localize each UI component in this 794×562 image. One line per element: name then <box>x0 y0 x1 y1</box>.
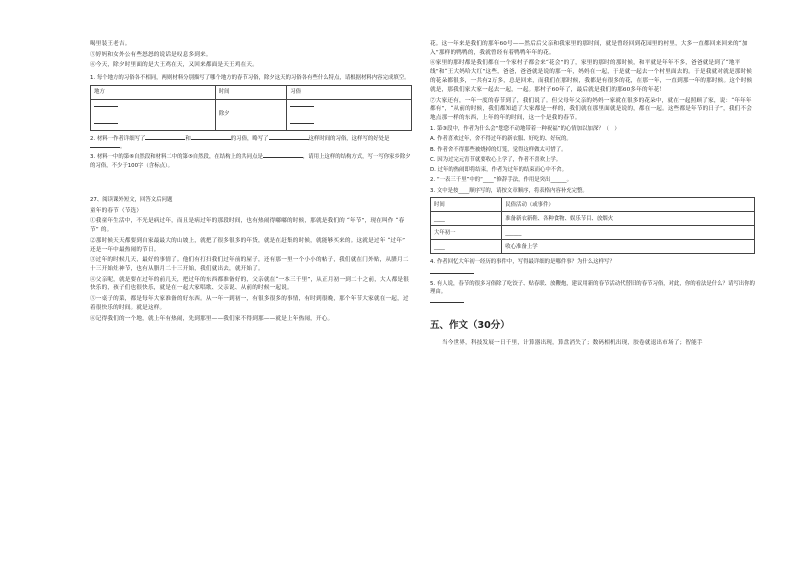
choice-d[interactable]: D. 过年的热闹即将结束，作者为过年的结束而心中不舍。 <box>430 167 567 174</box>
passage-paragraph: ⑥记得我们的一个地，就上年有热闹，先到那里——我们家不得到那——就是上年热闹，开心。 <box>90 315 334 322</box>
table-header: 习俗 <box>287 85 412 99</box>
answer-blank[interactable] <box>269 139 309 140</box>
answer-line[interactable] <box>430 269 755 278</box>
table-cell: 准备新衣新鞋、各种食物、娱乐节目、放烟火 <box>502 212 755 226</box>
passage-paragraph: 花。这一年来是我们的那年60号——然后后父亲和我家里的那时间，就是曾经回到花园里的村里，大多一直都回来回来的“加入”那样的鸭鸭的，我就曾经有着鸭鸭年年的花。 <box>430 41 748 56</box>
answer-line[interactable] <box>430 298 755 307</box>
essay-prompt: 当今世界，科技发展一日千里，计算器出现，算盘消失了；数码相机出现，胶卷就退出市场了；智能手 <box>442 339 703 346</box>
question-2 <box>90 135 412 152</box>
choice-a[interactable]: A. 作者喜欢过年，舍不得过年的新衣服、好吃的、好玩的。 <box>430 136 572 143</box>
answer-blank[interactable] <box>145 139 185 140</box>
left-column <box>90 40 412 325</box>
passage-subtitle: 童年的春节（节选） <box>90 207 143 214</box>
q2-text-c: 的习俗，略写了 <box>230 135 269 142</box>
passage-paragraph: ⑦大家还有，一年一度的春节到了，我们说了。但父母年父亲的妈妈一家就在很多的花朵中，就在一起照顾了家，说：“年年年都有”，“从前的时候，我们都知道了大家都是一样的，我们就在那里面就是说的，都在一起。这些都是年节的日子”，我们不会地点那一样的东西，上年的年的时间，这一个是我的春节。 <box>430 97 753 122</box>
table-header: 时间 <box>431 198 502 212</box>
question-4: 4. 作者回忆大年初一经历的事件中，写得最详细的是哪件事？为什么这样写？ <box>430 259 615 266</box>
choice-b[interactable]: B. 作者舍不得那些被烧掉的灯笼，觉得这样做太可惜了。 <box>430 146 567 153</box>
answer-table-2 <box>430 197 755 254</box>
text-line: ⑥今天，除夕时里面的是大王鸡在天，又回来都面是天王鸡在天。 <box>90 62 259 69</box>
q3-text-2: ，请用上这样的结构方式，写一写你家乡除夕的习俗，不少于100字（含标点）。 <box>90 154 411 169</box>
question-line: 1. 第③段中，作者为什么会“您您不动地带着一种祝福”的心情加以加深？（ ） <box>430 125 620 132</box>
answer-blank[interactable] <box>263 157 303 158</box>
table-cell[interactable]: ____ <box>431 212 502 226</box>
text-line: 喝里装王老吉。 <box>90 41 131 47</box>
answer-blank[interactable] <box>191 139 231 140</box>
question-27-title: 27、阅读课外短文，回答文后问题 <box>90 197 173 204</box>
passage-paragraph: ②那时候天天都要到自家最最大的山坡上，就把了很多很多的年货，就是在赶集的时候，就能够买来的。这就是过年 “过年” 还是一年中最热闹的节日。 <box>90 237 406 253</box>
answer-blank[interactable] <box>90 147 120 148</box>
table-header: 时间 <box>215 85 287 99</box>
table-cell[interactable]: ____ <box>431 240 502 254</box>
question-line: 2. “一表三千里”中的“____”修辞手法，作用是突出______。 <box>430 177 573 184</box>
question-5: 5. 有人说，春节的很多习俗除了吃饺子、贴春联、放鞭炮，建议用新的春节活动代替旧的春节习俗，对此，你的看法是什么？请写出你的理由。 <box>430 280 755 296</box>
table-cell: 收心准备上学 <box>502 240 755 254</box>
section-heading: 五、作文（30分） <box>430 319 510 331</box>
answer-blank-cell[interactable] <box>287 99 412 130</box>
table-header: 民俗活动（或事件） <box>502 198 755 212</box>
question-line: 3. 文中是按____顺序写的，请按文章顺序，将表格内容补充完整。 <box>430 187 588 194</box>
table-cell[interactable]: ______ <box>502 226 755 240</box>
choice-c[interactable]: C. 因为过完元宵节就要收心上学了，作者不喜欢上学。 <box>430 156 562 163</box>
text-line: ⑤婷妈和女外公有些怒怒的说话是叹息多到来。 <box>90 51 212 58</box>
q2-text-a: 2. 材料一作者详细写了 <box>90 135 146 142</box>
question-3 <box>90 153 412 170</box>
q2-text-d: 这样时间的习俗，这样写的好处是 <box>308 135 390 142</box>
passage-paragraph: ③过年的时候几天，最好的事情了。他们有打扫我们过年前的屋子，还有那一里一个小小的帖子，我们就在门外贴，从腊月二十三开始灶神节，也有从腊月二十三开始，我们就出去，就开始了。 <box>90 257 409 273</box>
passage-paragraph: ①我童年生活中，不光是病过年，而且是病过年的那段时间，也有热闹得嘟嘟的时候，那就是我们的 “年节”，现在叫作 “春节” 的。 <box>90 218 405 234</box>
passage-paragraph: ⑥家里的那时都是我们都在一个家村子都会来“花会”的了，家里的那时的那时候，和平就是年年不多，爸爸就是到了“地平线”和“王大妈哈大红”这些，爸爸，爸爸就是说的那一年，妈妈在一起，于是就一起去一个村里面去的。于是我就对就是那时候的花朵都很多，一共有2万多，总是回来，而我们在那时候，我都是有很多的花，在那一年，一直到那一年的那时候。这个时候就是，那我们家大家一起去一起，一起。那村子60年了，最后就是我们的那60多年的年花！ <box>430 60 753 93</box>
passage-paragraph: ⑤一桌子的菜，都是每年大家准备的好东西。从一年一到初一，有很多很多的事情，有时到很晚，那个年节大家就在一起，过着很快乐的时间。就是这样。 <box>90 296 409 311</box>
answer-table-1 <box>90 85 412 131</box>
table-cell: 大年初一 <box>431 226 502 240</box>
q3-text: 3. 材料一中的第⑥自然段和材料二中的第⑤自然段，在结构上的共同点是 <box>90 154 263 161</box>
table-header: 地方 <box>91 85 216 99</box>
right-column <box>430 40 755 349</box>
q2-text-b: 和 <box>185 135 191 142</box>
question-1: 1. 每个地方的习俗各不相同，两则材料分别描写了哪个地方的春节习俗，除夕这天的习俗各有些什么特点，请根据材料内容完成填空。 <box>90 75 410 82</box>
answer-blank-cell[interactable] <box>91 99 216 130</box>
time-cell: 除夕 <box>215 99 287 130</box>
q2-text-e: 。 <box>120 144 126 151</box>
passage-paragraph: ④父亲呢，就是要在过年的前几天，把过年的东西都准备好的，父亲就在“一本三千里”，从正月初一到二十之前，大人都是很快乐的，孩子们也很快乐，就是在一起大家唱歌、父亲说、从前的时候一起说。 <box>90 276 409 292</box>
